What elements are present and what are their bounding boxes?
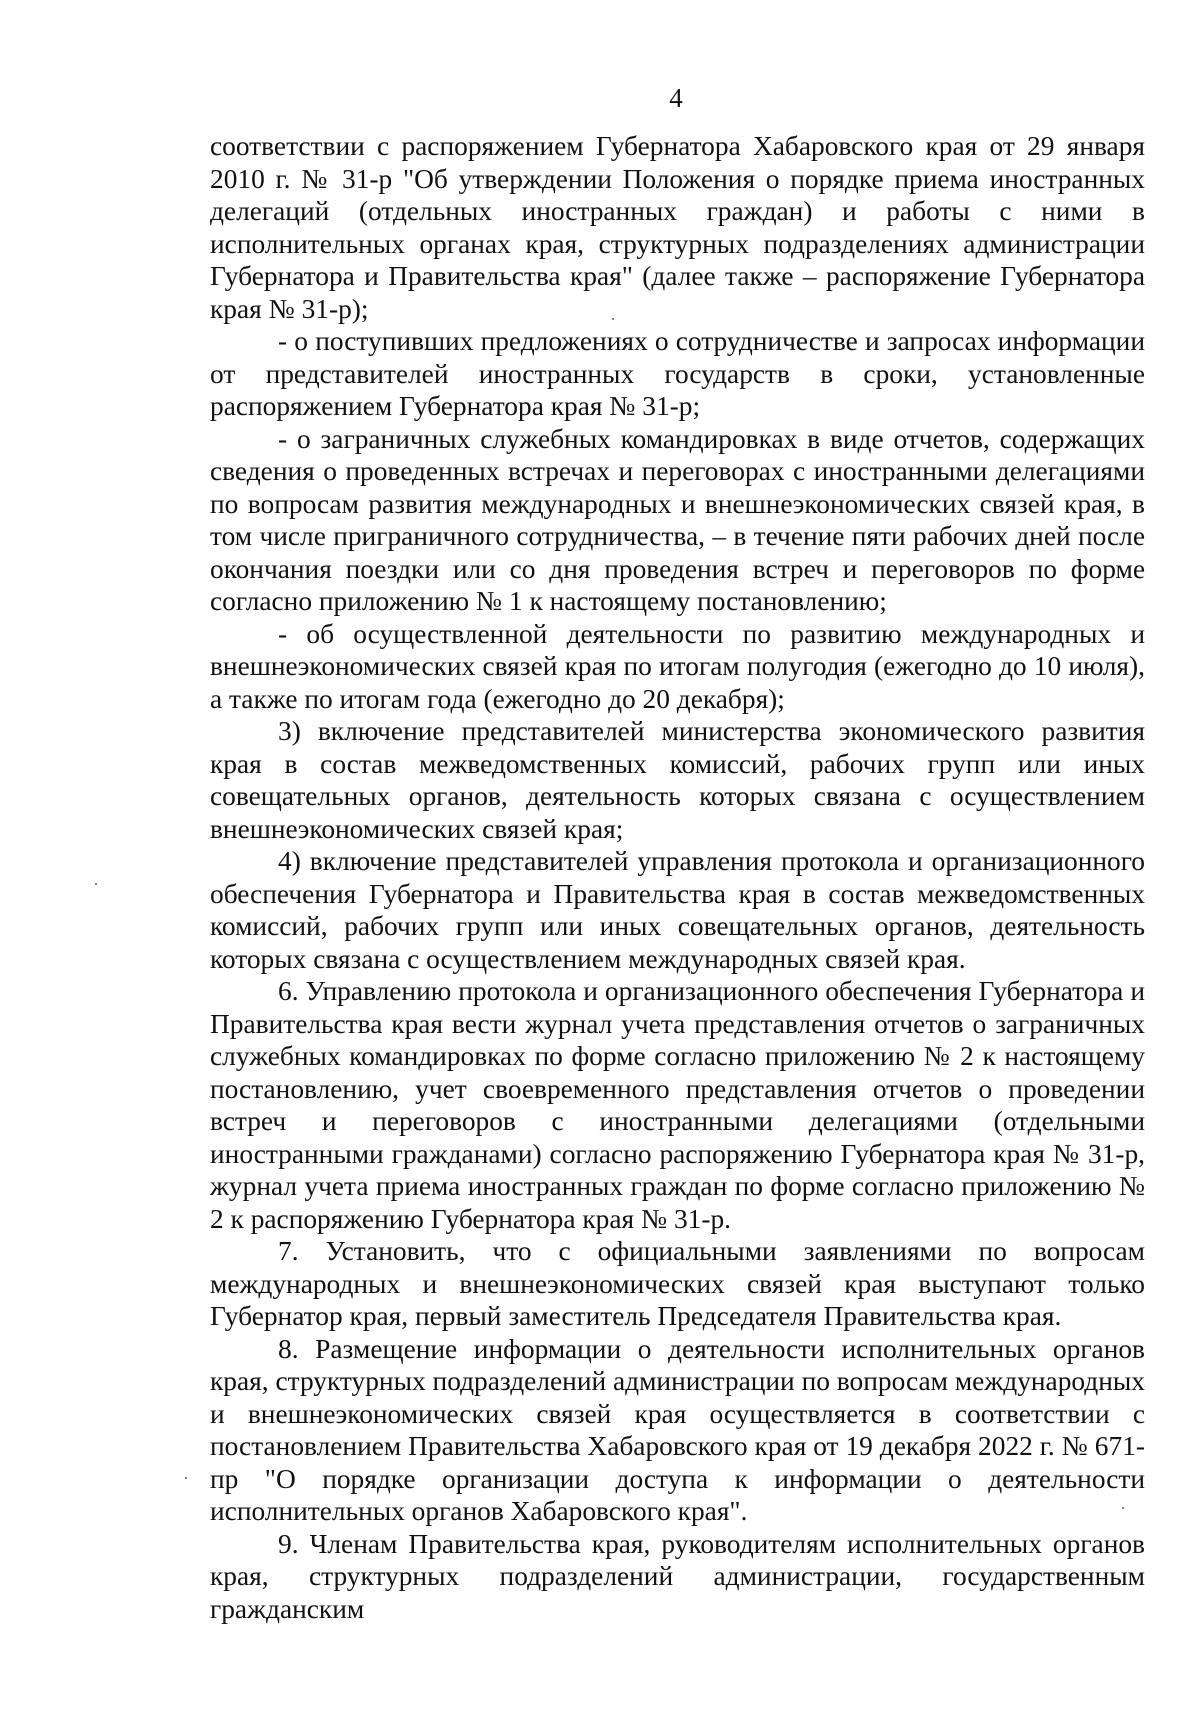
paragraph-clause-8: 8. Размещение информации о деятельности исполнительных органов края, структурных подразделений администрации по вопросам международных и внешнеэкономических связей края осуществляется в соответствии с постановлением Правительства Хабаровского края от 19 декабря 2022 г. № 671-пр "О порядке организации доступа к информации о деятельности исполнительных органов Хабаровского края". bbox=[210, 1333, 1145, 1526]
scan-speck bbox=[1122, 1507, 1124, 1509]
paragraph-clause-7: 7. Установить, что с официальными заявлениями по вопросам международных и внешнеэкономических связей края выступают только Губернатор края, первый заместитель Председателя Правительства края. bbox=[210, 1236, 1145, 1331]
paragraph-clause-6: 6. Управлению протокола и организационного обеспечения Губернатора и Правительства края вести журнал учета представления отчетов о заграничных служебных командировках по форме согласно приложению № 2 к настоящему постановлению, учет своевременного представления отчетов о проведении встреч и переговоров с иностранными делегациями (отдельными иностранными гражданами) согласно распоряжению Губернатора края № 31-р, журнал учета приема иностранных граждан по форме согласно приложению № 2 к распоряжению Губернатора края № 31-р. bbox=[210, 976, 1145, 1234]
page-number: 4 bbox=[669, 83, 683, 113]
paragraph-item-3: 3) включение представителей министерства экономического развития края в состав межведомственных комиссий, рабочих групп или иных совещательных органов, деятельность которых связана с осуществлением внешнеэкономических связей края; bbox=[210, 716, 1145, 844]
paragraph-list-item-business-trips: - о заграничных служебных командировках в виде отчетов, содержащих сведения о проведенных встречах и переговорах с иностранными делегациями по вопросам развития международных и внешнеэкономических связей края, в том числе приграничного сотрудничества, – в течение пяти рабочих дней после окончания поездки или со дня проведения встреч и переговоров по форме согласно приложению № 1 к настоящему постановлению; bbox=[210, 423, 1145, 616]
paragraph-continuation: соответствии с распоряжением Губернатора Хабаровского края от 29 января 2010 г. № 31-р "Об утверждении Положения о порядке приема иностранных делегаций (отдельных иностранных граждан) и работы с ними в исполнительных органах края, структурных подразделениях администрации Губернатора и Правительства края" (далее также – распоряжение Губернатора края № 31-р); bbox=[210, 131, 1145, 324]
scan-speck bbox=[185, 1477, 187, 1479]
scan-speck bbox=[95, 883, 97, 885]
paragraph-list-item-activity-report: - об осуществленной деятельности по развитию международных и внешнеэкономических связей края по итогам полугодия (ежегодно до 10 июля), а также по итогам года (ежегодно до 20 декабря); bbox=[210, 618, 1145, 714]
paragraph-item-4: 4) включение представителей управления протокола и организационного обеспечения Губернатора и Правительства края в состав межведомственных комиссий, рабочих групп или иных совещательных органов, деятельность которых связана с осуществлением международных связей края. bbox=[210, 846, 1145, 974]
scan-speck bbox=[612, 318, 614, 320]
paragraph-list-item-proposals: - о поступивших предложениях о сотрудничестве и запросах информации от представителей иностранных государств в сроки, установленные распоряжением Губернатора края № 31-р; bbox=[210, 326, 1145, 421]
paragraph-clause-9: 9. Членам Правительства края, руководителям исполнительных органов края, структурных подразделений администрации, государственным гражданским bbox=[210, 1528, 1145, 1624]
document-body bbox=[210, 130, 1145, 1625]
